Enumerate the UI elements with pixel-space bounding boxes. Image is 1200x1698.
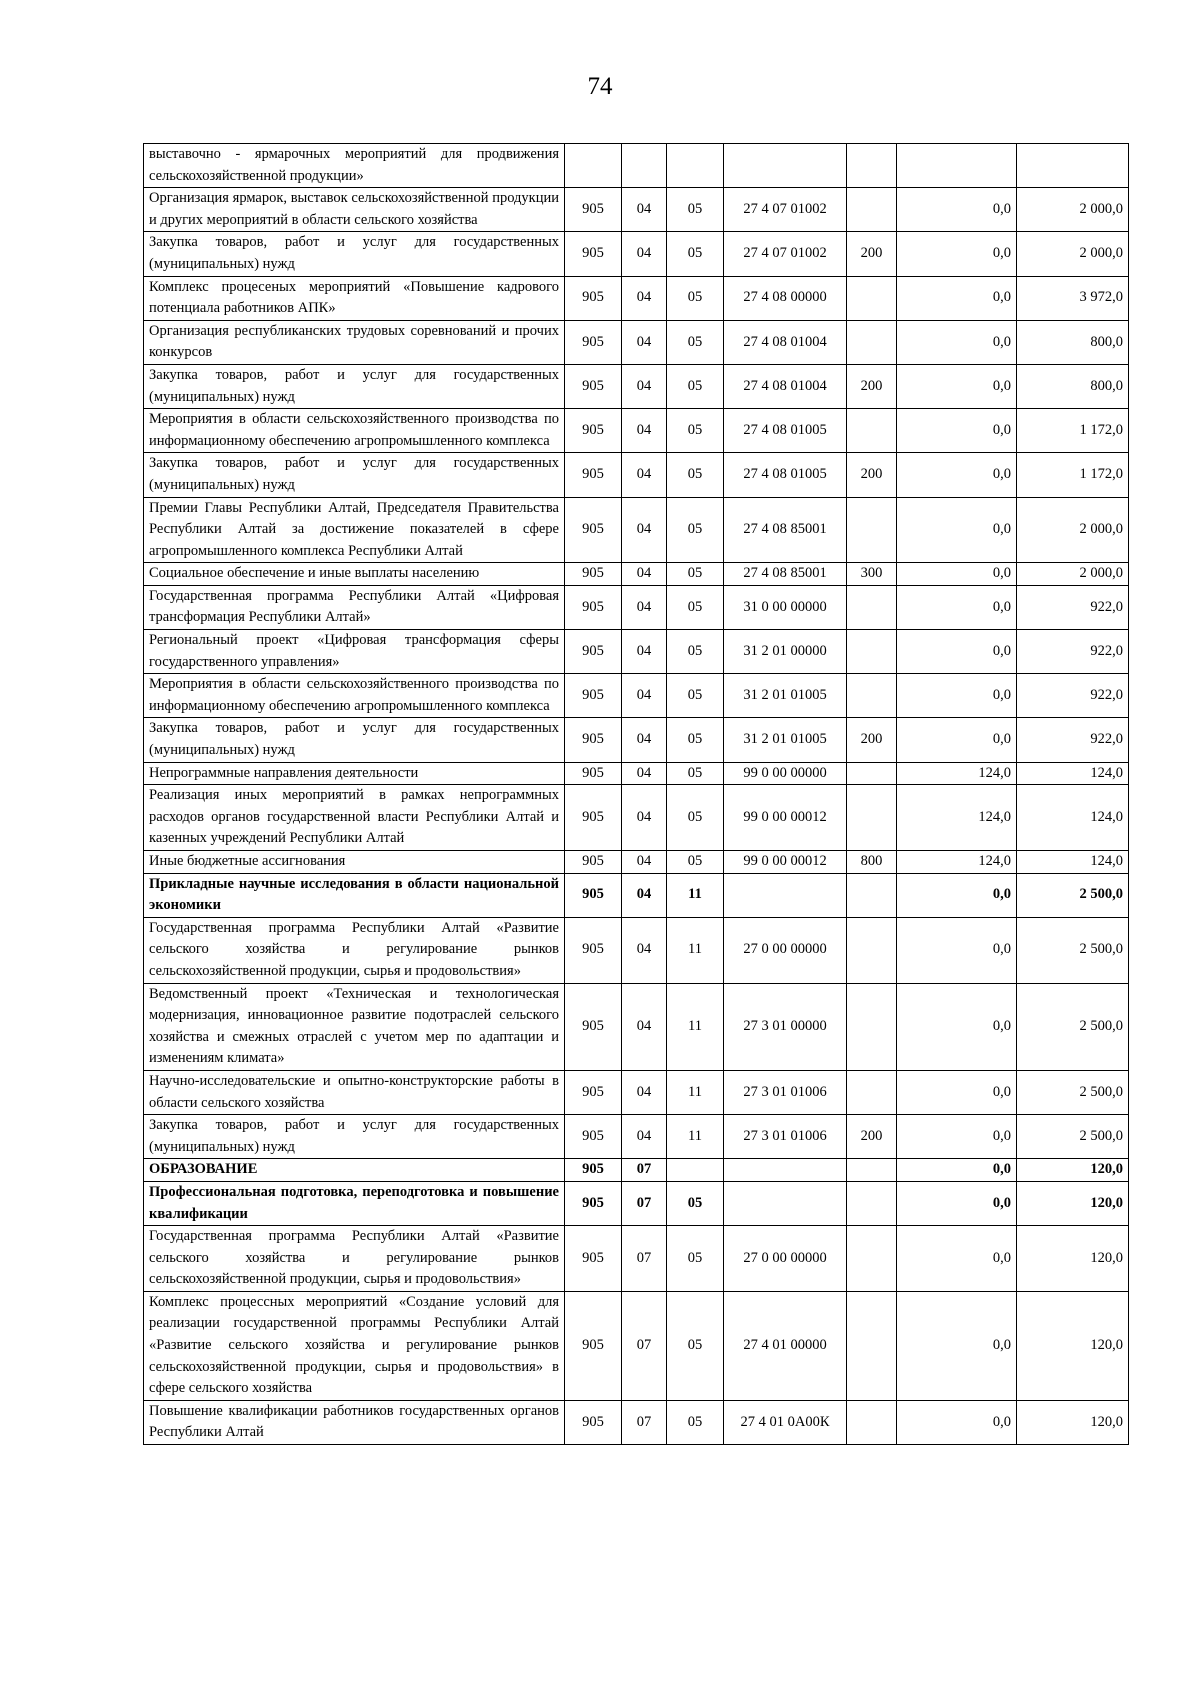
table-row — [144, 497, 1129, 563]
amount-second: 2 500,0 — [1017, 1115, 1129, 1159]
amount-first: 0,0 — [897, 364, 1017, 408]
table-row — [144, 585, 1129, 629]
expense-type-code — [847, 1226, 897, 1292]
amount-second: 800,0 — [1017, 364, 1129, 408]
amount-first: 0,0 — [897, 1159, 1017, 1182]
expense-type-code — [847, 762, 897, 785]
grbs-code: 905 — [565, 1181, 622, 1225]
subsection-code: 05 — [667, 453, 724, 497]
amount-first: 0,0 — [897, 1400, 1017, 1444]
section-code: 04 — [622, 276, 667, 320]
subsection-code: 11 — [667, 1115, 724, 1159]
amount-second: 2 000,0 — [1017, 232, 1129, 276]
section-code: 04 — [622, 563, 667, 586]
expense-type-code — [847, 1291, 897, 1400]
grbs-code: 905 — [565, 983, 622, 1070]
table-row — [144, 1400, 1129, 1444]
table-row — [144, 1226, 1129, 1292]
item-name: Организация республиканских трудовых соревнований и прочих конкурсов — [144, 320, 565, 364]
expense-type-code: 200 — [847, 1115, 897, 1159]
grbs-code: 905 — [565, 873, 622, 917]
grbs-code: 905 — [565, 718, 622, 762]
expense-type-code — [847, 320, 897, 364]
table-row — [144, 674, 1129, 718]
expense-type-code: 200 — [847, 364, 897, 408]
target-article-code: 27 4 08 85001 — [724, 497, 847, 563]
item-name: Мероприятия в области сельскохозяйственного производства по информационному обеспечению агропромышленного комплекса — [144, 674, 565, 718]
amount-second: 120,0 — [1017, 1400, 1129, 1444]
grbs-code: 905 — [565, 453, 622, 497]
expense-type-code — [847, 1159, 897, 1182]
amount-first: 0,0 — [897, 320, 1017, 364]
target-article-code: 27 3 01 01006 — [724, 1070, 847, 1114]
grbs-code: 905 — [565, 585, 622, 629]
expense-type-code — [847, 785, 897, 851]
budget-table-body — [144, 144, 1129, 1445]
grbs-code: 905 — [565, 1115, 622, 1159]
item-name: Государственная программа Республики Алтай «Развитие сельского хозяйства и регулирование рынков сельскохозяйственной продукции, сырья и продовольствия» — [144, 917, 565, 983]
amount-first: 0,0 — [897, 917, 1017, 983]
item-name: Иные бюджетные ассигнования — [144, 851, 565, 874]
item-name: Реализация иных мероприятий в рамках непрограммных расходов органов государственной власти Республики Алтай и казенных учреждений Республики Алтай — [144, 785, 565, 851]
grbs-code: 905 — [565, 762, 622, 785]
amount-second: 124,0 — [1017, 851, 1129, 874]
grbs-code — [565, 144, 622, 188]
section-code: 04 — [622, 232, 667, 276]
item-name: Премии Главы Республики Алтай, Председателя Правительства Республики Алтай за достижение показателей в сфере агропромышленного комплекса Республики Алтай — [144, 497, 565, 563]
amount-first: 0,0 — [897, 1226, 1017, 1292]
section-code: 04 — [622, 1115, 667, 1159]
amount-second: 922,0 — [1017, 585, 1129, 629]
table-row — [144, 851, 1129, 874]
amount-first: 124,0 — [897, 762, 1017, 785]
item-name: Ведомственный проект «Техническая и технологическая модернизация, инновационное развитие подотраслей сельского хозяйства и смежных отраслей с учетом мер по адаптации и изменениям климата» — [144, 983, 565, 1070]
expense-type-code: 800 — [847, 851, 897, 874]
section-code: 04 — [622, 785, 667, 851]
target-article-code: 27 3 01 01006 — [724, 1115, 847, 1159]
target-article-code: 99 0 00 00012 — [724, 785, 847, 851]
section-code: 04 — [622, 983, 667, 1070]
amount-second: 120,0 — [1017, 1181, 1129, 1225]
item-name: Региональный проект «Цифровая трансформация сферы государственного управления» — [144, 630, 565, 674]
target-article-code: 27 4 07 01002 — [724, 232, 847, 276]
item-name: Государственная программа Республики Алтай «Цифровая трансформация Республики Алтай» — [144, 585, 565, 629]
section-code: 07 — [622, 1159, 667, 1182]
table-row — [144, 983, 1129, 1070]
expense-type-code: 200 — [847, 718, 897, 762]
table-row — [144, 232, 1129, 276]
amount-second: 1 172,0 — [1017, 409, 1129, 453]
target-article-code: 31 2 01 01005 — [724, 718, 847, 762]
target-article-code — [724, 873, 847, 917]
amount-second: 922,0 — [1017, 630, 1129, 674]
amount-second: 2 500,0 — [1017, 1070, 1129, 1114]
subsection-code: 05 — [667, 785, 724, 851]
amount-first: 0,0 — [897, 674, 1017, 718]
section-code: 04 — [622, 1070, 667, 1114]
grbs-code: 905 — [565, 232, 622, 276]
section-code: 07 — [622, 1181, 667, 1225]
amount-first: 124,0 — [897, 851, 1017, 874]
amount-second: 120,0 — [1017, 1291, 1129, 1400]
table-row — [144, 1070, 1129, 1114]
amount-second: 2 500,0 — [1017, 917, 1129, 983]
grbs-code: 905 — [565, 1070, 622, 1114]
item-name: Повышение квалификации работников государственных органов Республики Алтай — [144, 1400, 565, 1444]
item-name: выставочно - ярмарочных мероприятий для продвижения сельскохозяйственной продукции» — [144, 144, 565, 188]
section-code: 04 — [622, 718, 667, 762]
target-article-code: 31 2 01 01005 — [724, 674, 847, 718]
amount-first: 0,0 — [897, 188, 1017, 232]
grbs-code: 905 — [565, 1291, 622, 1400]
item-name: Прикладные научные исследования в области национальной экономики — [144, 873, 565, 917]
expense-type-code — [847, 1181, 897, 1225]
expense-type-code — [847, 585, 897, 629]
section-code: 04 — [622, 585, 667, 629]
section-code: 04 — [622, 409, 667, 453]
table-row — [144, 364, 1129, 408]
target-article-code: 27 4 08 01004 — [724, 320, 847, 364]
grbs-code: 905 — [565, 188, 622, 232]
amount-first: 0,0 — [897, 718, 1017, 762]
amount-second: 120,0 — [1017, 1159, 1129, 1182]
amount-first: 0,0 — [897, 1070, 1017, 1114]
grbs-code: 905 — [565, 785, 622, 851]
subsection-code: 05 — [667, 563, 724, 586]
grbs-code: 905 — [565, 497, 622, 563]
grbs-code: 905 — [565, 320, 622, 364]
subsection-code: 05 — [667, 1226, 724, 1292]
subsection-code: 05 — [667, 762, 724, 785]
item-name: Научно-исследовательские и опытно-конструкторские работы в области сельского хозяйства — [144, 1070, 565, 1114]
section-code: 04 — [622, 188, 667, 232]
target-article-code: 27 0 00 00000 — [724, 917, 847, 983]
table-row — [144, 1291, 1129, 1400]
expense-type-code: 200 — [847, 453, 897, 497]
table-row — [144, 873, 1129, 917]
section-code — [622, 144, 667, 188]
amount-first: 0,0 — [897, 1115, 1017, 1159]
subsection-code: 05 — [667, 851, 724, 874]
grbs-code: 905 — [565, 563, 622, 586]
section-code: 04 — [622, 320, 667, 364]
item-name: Непрограммные направления деятельности — [144, 762, 565, 785]
amount-first: 0,0 — [897, 585, 1017, 629]
amount-first: 0,0 — [897, 409, 1017, 453]
section-code: 04 — [622, 497, 667, 563]
subsection-code: 05 — [667, 276, 724, 320]
section-code: 07 — [622, 1400, 667, 1444]
amount-second: 124,0 — [1017, 785, 1129, 851]
table-row — [144, 144, 1129, 188]
target-article-code — [724, 144, 847, 188]
table-row — [144, 1181, 1129, 1225]
subsection-code: 05 — [667, 718, 724, 762]
item-name: Комплекс процесеных мероприятий «Повышение кадрового потенциала работников АПК» — [144, 276, 565, 320]
subsection-code: 05 — [667, 188, 724, 232]
expense-type-code — [847, 188, 897, 232]
section-code: 04 — [622, 630, 667, 674]
item-name: Мероприятия в области сельскохозяйственного производства по информационному обеспечению агропромышленного комплекса — [144, 409, 565, 453]
expense-type-code — [847, 983, 897, 1070]
grbs-code: 905 — [565, 630, 622, 674]
item-name: Комплекс процессных мероприятий «Создание условий для реализации государственной программы Республики Алтай «Развитие сельского хозяйства и регулирование рынков сельскохозяйственной продукции, сырья и продовольствия» в сфере сельского хозяйства — [144, 1291, 565, 1400]
target-article-code: 27 4 08 01004 — [724, 364, 847, 408]
section-code: 04 — [622, 917, 667, 983]
target-article-code — [724, 1159, 847, 1182]
target-article-code: 27 4 08 01005 — [724, 409, 847, 453]
target-article-code: 31 2 01 00000 — [724, 630, 847, 674]
grbs-code: 905 — [565, 1226, 622, 1292]
amount-first: 0,0 — [897, 276, 1017, 320]
table-row — [144, 718, 1129, 762]
subsection-code: 11 — [667, 1070, 724, 1114]
table-row — [144, 917, 1129, 983]
expense-type-code — [847, 409, 897, 453]
amount-first: 0,0 — [897, 873, 1017, 917]
expense-type-code — [847, 144, 897, 188]
budget-table — [143, 143, 1129, 1445]
amount-second: 922,0 — [1017, 674, 1129, 718]
amount-second: 922,0 — [1017, 718, 1129, 762]
expense-type-code: 300 — [847, 563, 897, 586]
amount-first — [897, 144, 1017, 188]
subsection-code: 05 — [667, 585, 724, 629]
amount-second: 2 000,0 — [1017, 188, 1129, 232]
amount-second: 1 172,0 — [1017, 453, 1129, 497]
subsection-code: 05 — [667, 232, 724, 276]
subsection-code — [667, 144, 724, 188]
item-name: Закупка товаров, работ и услуг для государственных (муниципальных) нужд — [144, 453, 565, 497]
table-row — [144, 276, 1129, 320]
target-article-code: 99 0 00 00000 — [724, 762, 847, 785]
target-article-code: 27 0 00 00000 — [724, 1226, 847, 1292]
table-row — [144, 785, 1129, 851]
target-article-code: 27 4 08 00000 — [724, 276, 847, 320]
amount-second — [1017, 144, 1129, 188]
table-row — [144, 453, 1129, 497]
amount-first: 124,0 — [897, 785, 1017, 851]
target-article-code: 27 4 08 01005 — [724, 453, 847, 497]
table-row — [144, 188, 1129, 232]
grbs-code: 905 — [565, 1159, 622, 1182]
item-name: Профессиональная подготовка, переподготовка и повышение квалификации — [144, 1181, 565, 1225]
subsection-code: 05 — [667, 1400, 724, 1444]
subsection-code: 05 — [667, 320, 724, 364]
item-name: Социальное обеспечение и иные выплаты населению — [144, 563, 565, 586]
grbs-code: 905 — [565, 674, 622, 718]
subsection-code: 05 — [667, 1181, 724, 1225]
amount-second: 120,0 — [1017, 1226, 1129, 1292]
amount-first: 0,0 — [897, 232, 1017, 276]
subsection-code: 05 — [667, 497, 724, 563]
grbs-code: 905 — [565, 364, 622, 408]
table-row — [144, 563, 1129, 586]
item-name: Организация ярмарок, выставок сельскохозяйственной продукции и других мероприятий в области сельского хозяйства — [144, 188, 565, 232]
target-article-code — [724, 1181, 847, 1225]
section-code: 04 — [622, 674, 667, 718]
target-article-code: 27 4 01 0А00К — [724, 1400, 847, 1444]
grbs-code: 905 — [565, 276, 622, 320]
subsection-code: 05 — [667, 364, 724, 408]
amount-first: 0,0 — [897, 1181, 1017, 1225]
grbs-code: 905 — [565, 409, 622, 453]
amount-second: 124,0 — [1017, 762, 1129, 785]
subsection-code: 05 — [667, 674, 724, 718]
subsection-code: 11 — [667, 873, 724, 917]
amount-second: 2 500,0 — [1017, 983, 1129, 1070]
section-code: 04 — [622, 851, 667, 874]
table-row — [144, 409, 1129, 453]
amount-first: 0,0 — [897, 497, 1017, 563]
item-name: ОБРАЗОВАНИЕ — [144, 1159, 565, 1182]
expense-type-code — [847, 1070, 897, 1114]
amount-first: 0,0 — [897, 563, 1017, 586]
expense-type-code — [847, 873, 897, 917]
grbs-code: 905 — [565, 1400, 622, 1444]
grbs-code: 905 — [565, 917, 622, 983]
expense-type-code — [847, 630, 897, 674]
section-code: 07 — [622, 1226, 667, 1292]
section-code: 04 — [622, 762, 667, 785]
expense-type-code — [847, 497, 897, 563]
item-name: Закупка товаров, работ и услуг для государственных (муниципальных) нужд — [144, 718, 565, 762]
target-article-code: 27 3 01 00000 — [724, 983, 847, 1070]
subsection-code: 05 — [667, 630, 724, 674]
amount-second: 3 972,0 — [1017, 276, 1129, 320]
item-name: Закупка товаров, работ и услуг для государственных (муниципальных) нужд — [144, 364, 565, 408]
subsection-code: 05 — [667, 1291, 724, 1400]
subsection-code: 05 — [667, 409, 724, 453]
amount-first: 0,0 — [897, 630, 1017, 674]
target-article-code: 27 4 01 00000 — [724, 1291, 847, 1400]
target-article-code: 99 0 00 00012 — [724, 851, 847, 874]
subsection-code: 11 — [667, 917, 724, 983]
table-row — [144, 320, 1129, 364]
table-row — [144, 630, 1129, 674]
subsection-code — [667, 1159, 724, 1182]
grbs-code: 905 — [565, 851, 622, 874]
expense-type-code — [847, 276, 897, 320]
amount-second: 2 500,0 — [1017, 873, 1129, 917]
amount-first: 0,0 — [897, 453, 1017, 497]
table-row — [144, 1115, 1129, 1159]
expense-type-code — [847, 917, 897, 983]
target-article-code: 27 4 08 85001 — [724, 563, 847, 586]
item-name: Государственная программа Республики Алтай «Развитие сельского хозяйства и регулирование рынков сельскохозяйственной продукции, сырья и продовольствия» — [144, 1226, 565, 1292]
amount-second: 800,0 — [1017, 320, 1129, 364]
amount-first: 0,0 — [897, 983, 1017, 1070]
table-row — [144, 1159, 1129, 1182]
section-code: 04 — [622, 873, 667, 917]
item-name: Закупка товаров, работ и услуг для государственных (муниципальных) нужд — [144, 1115, 565, 1159]
amount-first: 0,0 — [897, 1291, 1017, 1400]
amount-second: 2 000,0 — [1017, 563, 1129, 586]
target-article-code: 27 4 07 01002 — [724, 188, 847, 232]
section-code: 07 — [622, 1291, 667, 1400]
section-code: 04 — [622, 364, 667, 408]
expense-type-code: 200 — [847, 232, 897, 276]
section-code: 04 — [622, 453, 667, 497]
table-row — [144, 762, 1129, 785]
target-article-code: 31 0 00 00000 — [724, 585, 847, 629]
expense-type-code — [847, 1400, 897, 1444]
expense-type-code — [847, 674, 897, 718]
amount-second: 2 000,0 — [1017, 497, 1129, 563]
subsection-code: 11 — [667, 983, 724, 1070]
page-number: 74 — [587, 73, 613, 100]
item-name: Закупка товаров, работ и услуг для государственных (муниципальных) нужд — [144, 232, 565, 276]
